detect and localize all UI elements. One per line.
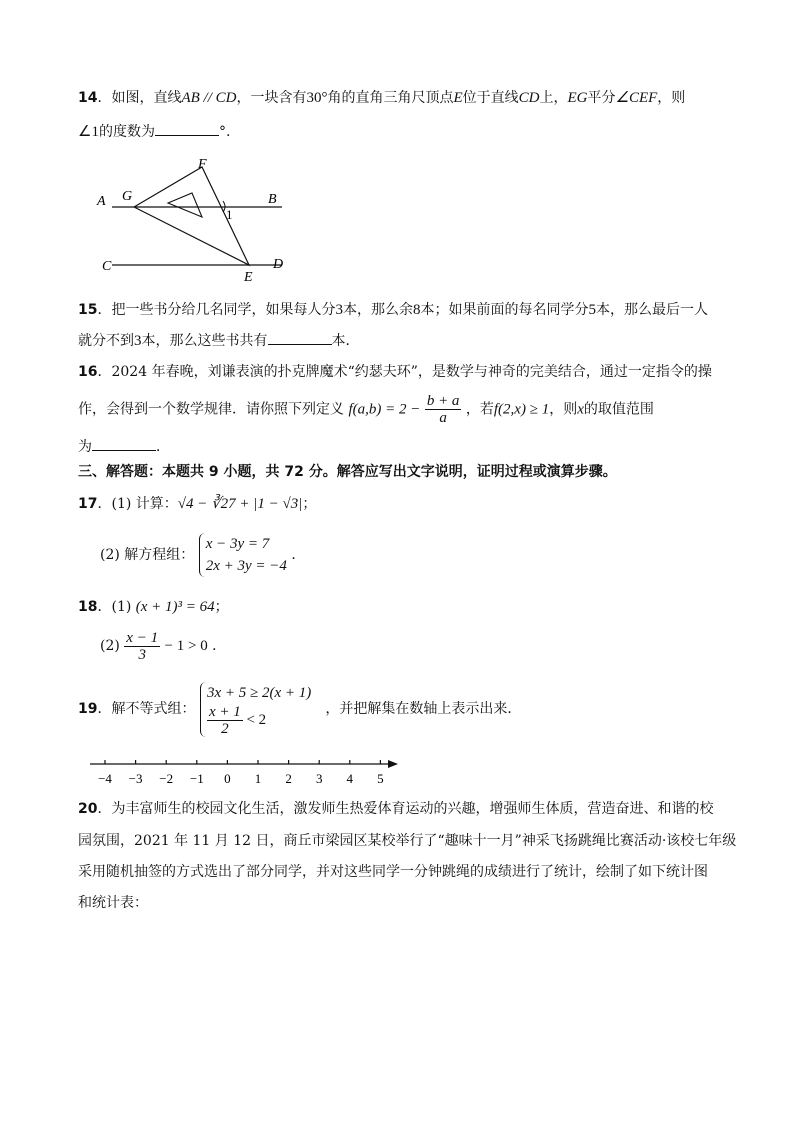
q20-line1 xyxy=(78,799,713,819)
q19-frac-den: 2 xyxy=(221,720,229,737)
q15-text: 本，那么余 xyxy=(342,302,413,318)
q14-30deg: 30° xyxy=(306,90,328,106)
q16-frac-den: a xyxy=(439,410,447,426)
q15-text: 就分不到 xyxy=(78,333,134,349)
q20-line4: 和统计表： xyxy=(78,895,148,911)
q19-ineq2 xyxy=(207,704,299,737)
q17-expression: √4 − ∛27 + |1 − √3| xyxy=(177,496,303,512)
q16-answer-blank[interactable] xyxy=(92,436,156,451)
q15-num: 8 xyxy=(412,302,421,318)
q18-text: (2) xyxy=(100,638,120,654)
q14-figure xyxy=(92,155,302,285)
q14-angle1: ∠1 xyxy=(78,124,99,140)
number-line-tick-label: 3 xyxy=(315,771,323,786)
number-line-tick-label: 5 xyxy=(377,771,384,786)
q18-part2 xyxy=(100,628,226,664)
q16-x: x xyxy=(577,401,584,418)
q19-frac-num: x + 1 xyxy=(208,703,241,720)
number-line-tick-label: 2 xyxy=(285,771,292,786)
q16-number: 16 xyxy=(78,364,98,380)
q14-text: 角的直角三角尺顶点 xyxy=(327,90,454,106)
q16-line2 xyxy=(78,393,654,426)
q14-line1 xyxy=(78,88,685,108)
label-b: B xyxy=(268,192,277,207)
q17-eq2: 2x + 3y = −4 xyxy=(205,558,287,574)
q14-text: ，一块含有 xyxy=(236,90,307,106)
q18-part1 xyxy=(78,597,229,617)
q15-number: 15 xyxy=(78,302,98,318)
q17-text: ． xyxy=(291,547,306,563)
q14-number: 14 xyxy=(78,90,98,106)
q14-eg: EG xyxy=(567,90,588,106)
q14-ab-cd: AB // CD xyxy=(181,90,237,106)
q16-condition: f(2,x) ≥ 1 xyxy=(493,401,550,418)
number-line-arrow xyxy=(388,760,398,768)
label-d: D xyxy=(273,257,284,272)
q14-e: E xyxy=(453,90,463,106)
q17-part1 xyxy=(78,494,316,514)
q15-line2 xyxy=(78,330,360,351)
q14-angle-cef: ∠CEF xyxy=(615,90,658,106)
q15-answer-blank[interactable] xyxy=(268,330,332,345)
q16-text: 作，会得到一个数学规律．请你照下列定义 xyxy=(78,401,344,418)
number-line-tick-label: 1 xyxy=(254,771,262,786)
label-g: G xyxy=(122,189,133,204)
q15-text: 本． xyxy=(331,333,360,349)
q19-text: ．解不等式组： xyxy=(97,701,196,717)
q19-number: 19 xyxy=(78,701,98,717)
q14-line2 xyxy=(78,121,230,142)
q16-text: 为 xyxy=(78,439,92,455)
q20-line3: 采用随机抽签的方式选出了部分同学，并对这些同学一分钟跳绳的成绩进行了统计，绘制了如下统计图 xyxy=(78,864,708,880)
q19-fraction xyxy=(207,704,243,737)
q17-number: 17 xyxy=(78,496,98,512)
q14-text: 上， xyxy=(539,90,568,106)
number-line-tick-label: −3 xyxy=(128,771,143,786)
q17-part2 xyxy=(100,532,305,578)
q14-text: °. xyxy=(218,124,231,140)
label-1: 1 xyxy=(226,207,233,222)
q18-rest: − 1 > 0 xyxy=(164,638,208,654)
number-line xyxy=(88,754,408,790)
q18-expression: (x + 1)³ = 64 xyxy=(135,599,215,615)
q18-frac-num: x − 1 xyxy=(126,629,159,646)
q15-text: 本；如果前面的每名同学分 xyxy=(420,302,589,318)
q14-text: ，则 xyxy=(657,90,686,106)
number-line-tick-label: −2 xyxy=(159,771,174,786)
q15-num: 3 xyxy=(134,333,142,349)
q16-text: ，则 xyxy=(549,401,578,418)
q16-frac-num: b + a xyxy=(426,393,460,409)
q16-text: 的取值范围 xyxy=(583,401,654,418)
number-line-tick-label: −4 xyxy=(98,771,112,786)
q19-ineq1: 3x + 5 ≥ 2(x + 1) xyxy=(206,684,312,701)
q14-text: ．如图，直线 xyxy=(97,90,182,106)
q15-num: 5 xyxy=(588,302,596,318)
q16-line3 xyxy=(78,436,170,457)
q14-cd: CD xyxy=(518,90,540,106)
q20-line2: 园氛围，2021 年 11 月 12 日，商丘市梁园区某校举行了“趣味十一月”神采飞扬跳绳比赛活动·该校七年级 xyxy=(78,833,737,849)
q18-text: ； xyxy=(214,599,229,615)
q18-text: ． xyxy=(212,638,227,654)
q19-text: ，并把解集在数轴上表示出来． xyxy=(325,701,522,717)
q18-number: 18 xyxy=(78,599,98,615)
q18-text: ．(1) xyxy=(97,599,132,615)
q16-line1 xyxy=(78,362,712,382)
q14-answer-blank[interactable] xyxy=(155,121,219,136)
q17-equation-system xyxy=(199,533,287,577)
q18-fraction xyxy=(124,630,160,663)
q16-text: ．2024 年春晚，刘谦表演的扑克牌魔术“约瑟夫环”，是数学与神奇的完美结合，通过一定指令的操 xyxy=(97,364,712,380)
q19-line xyxy=(78,676,521,742)
q15-line1 xyxy=(78,300,708,320)
q16-fraction xyxy=(425,393,462,426)
label-e: E xyxy=(244,270,253,285)
q20-text: ．为丰富师生的校园文化生活，激发师生热爱体育运动的兴趣，增强师生体质，营造奋进、和谐的校 xyxy=(97,801,714,817)
number-line-tick-label: 0 xyxy=(224,771,231,786)
q16-text: ． xyxy=(156,439,170,455)
q15-num: 3 xyxy=(335,302,343,318)
section-3-heading: 三、解答题：本题共 9 小题，共 72 分。解答应写出文字说明，证明过程或演算步骤。 xyxy=(78,464,617,480)
q17-text: (2) 解方程组： xyxy=(100,547,195,563)
q14-text: 的度数为 xyxy=(98,124,155,140)
q15-text: 本，那么最后一人 xyxy=(595,302,708,318)
q18-frac-den: 3 xyxy=(138,646,146,663)
q15-text: 本，那么这些书共有 xyxy=(141,333,268,349)
triangle-ruler-inner xyxy=(168,193,202,217)
q19-inequality-system xyxy=(200,682,312,737)
label-c: C xyxy=(102,259,112,274)
q17-eq1: x − 3y = 7 xyxy=(205,536,270,552)
q19-ineq2-rest: < 2 xyxy=(246,711,267,728)
label-f: F xyxy=(198,157,207,172)
q17-text: ．(1) 计算： xyxy=(97,496,178,512)
q14-text: 平分 xyxy=(587,90,616,106)
q20-number: 20 xyxy=(78,801,98,817)
q17-text: ； xyxy=(302,496,317,512)
q16-definition: f(a,b) = 2 − xyxy=(348,401,421,418)
number-line-tick-label: 4 xyxy=(346,771,354,786)
q16-text: ，若 xyxy=(465,401,494,418)
number-line-tick-label: −1 xyxy=(189,771,204,786)
q15-text: ．把一些书分给几名同学，如果每人分 xyxy=(97,302,336,318)
q14-text: 位于直线 xyxy=(462,90,519,106)
label-a: A xyxy=(97,194,106,209)
